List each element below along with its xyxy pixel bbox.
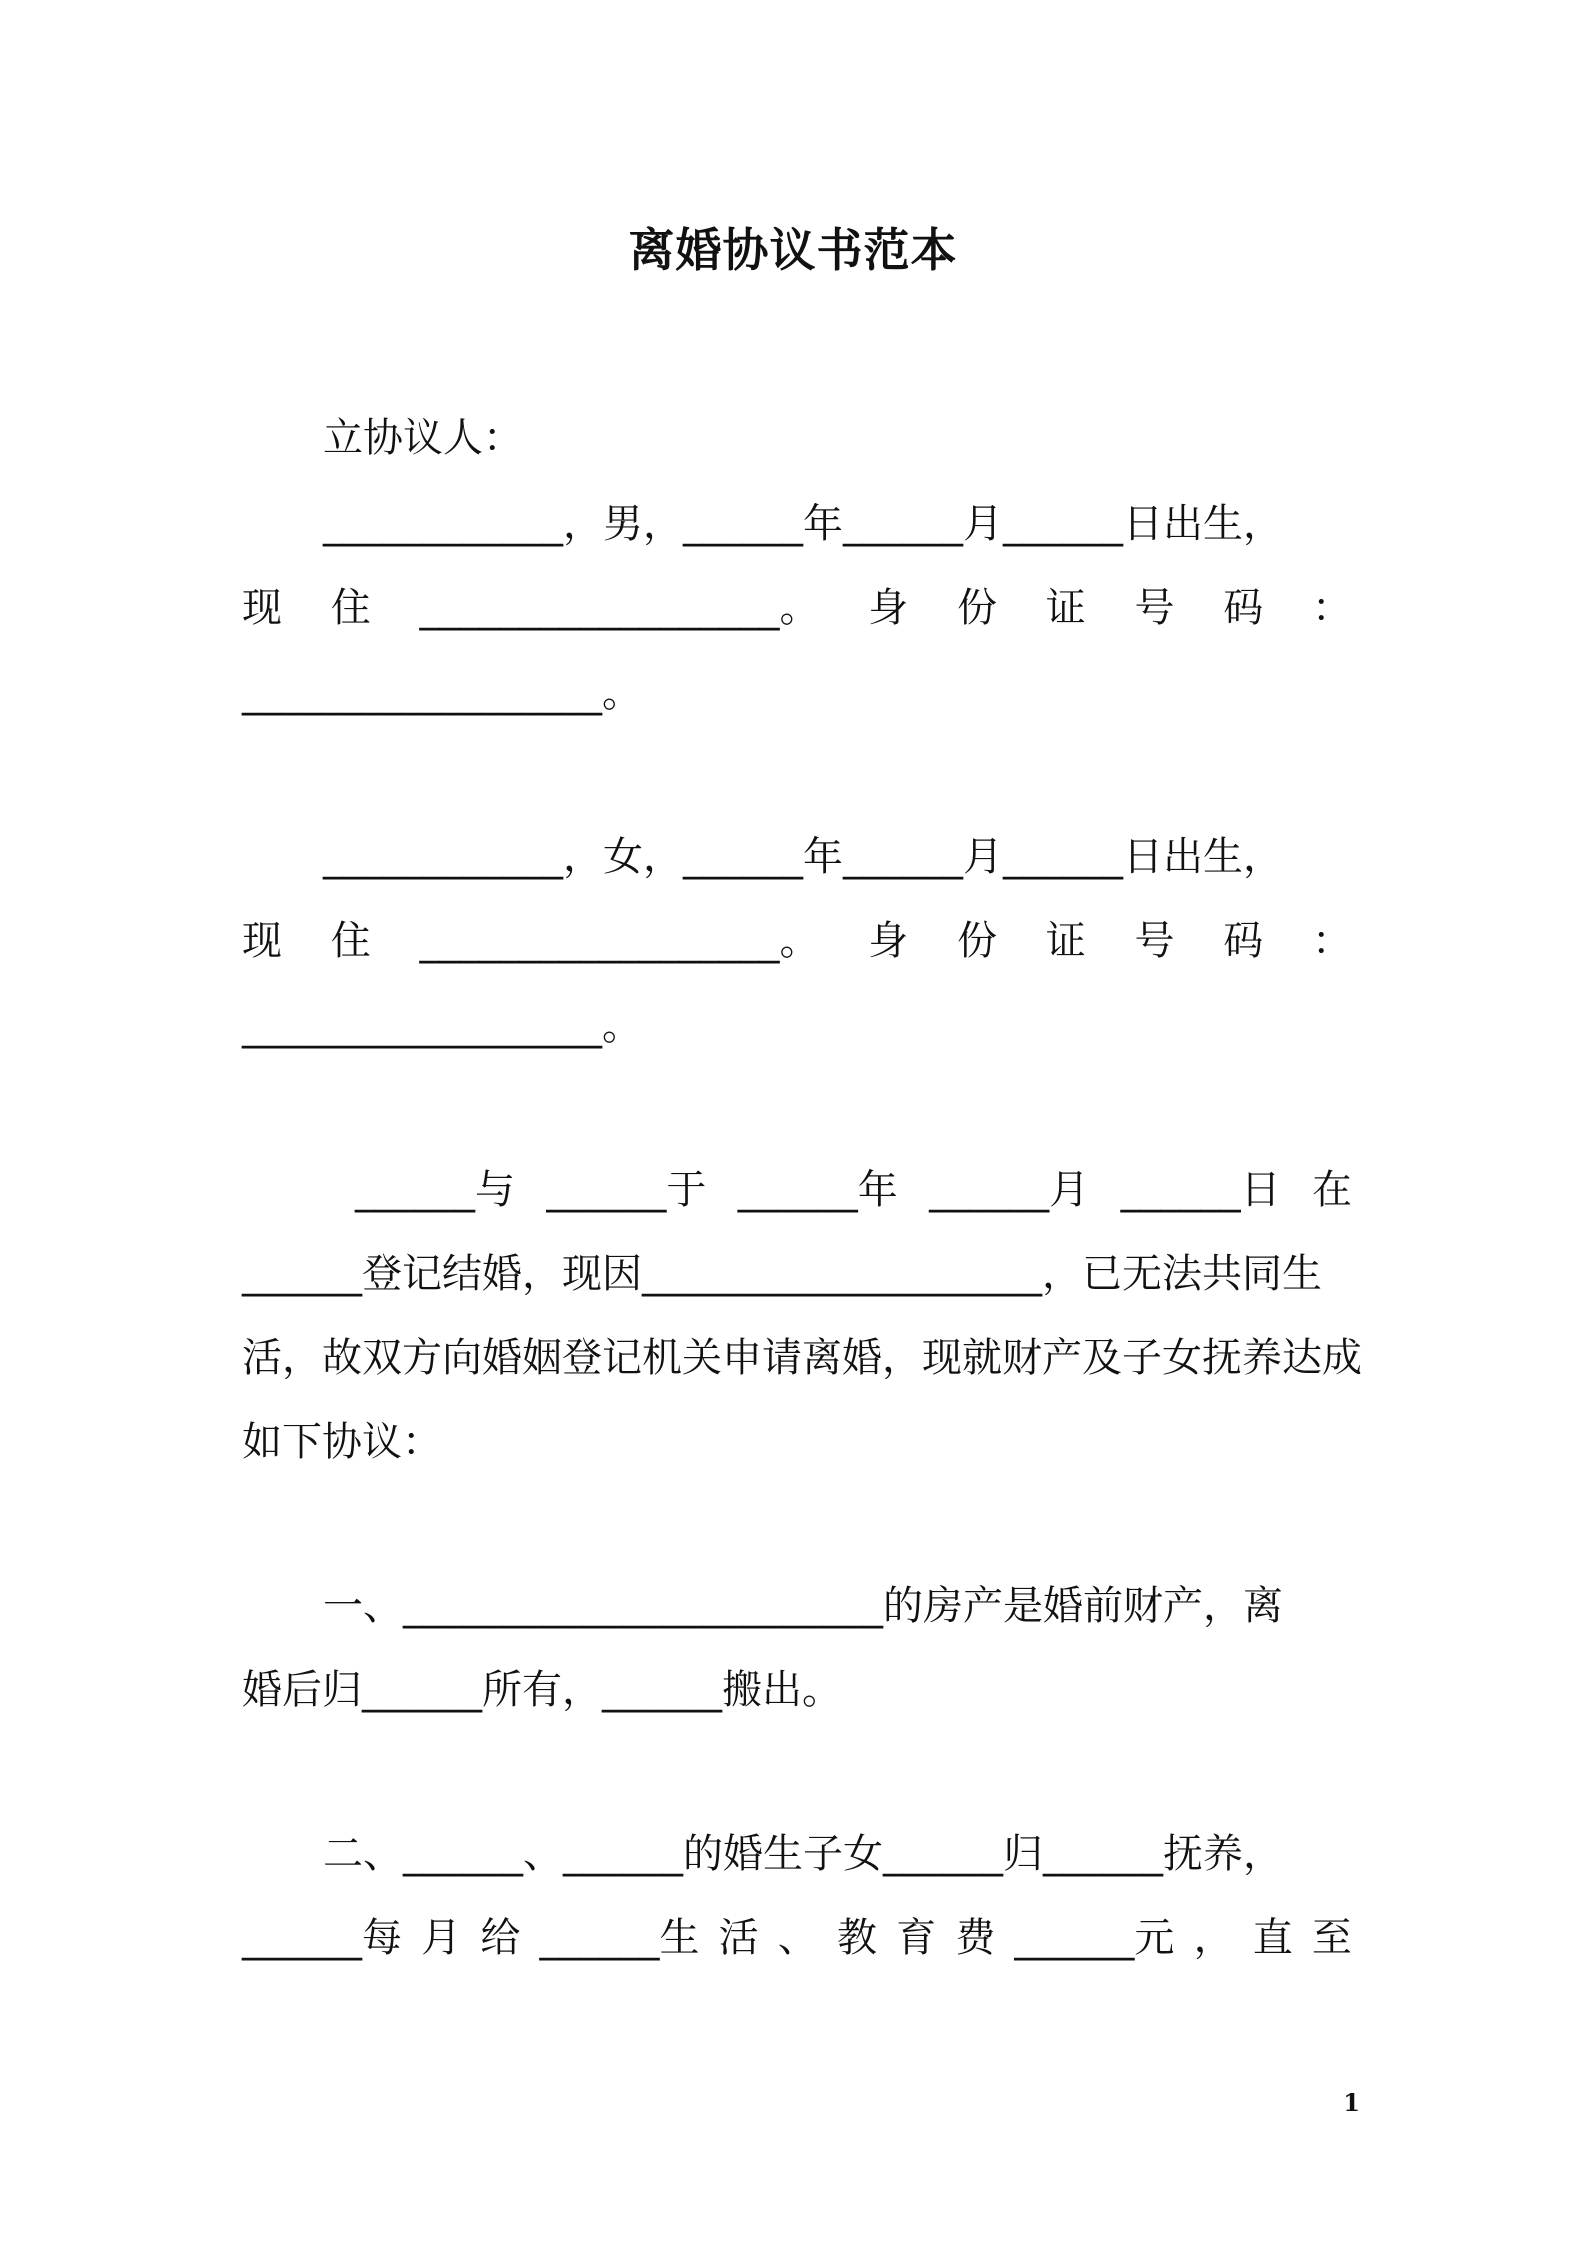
text-segment: 身 [868, 918, 909, 964]
male-party-line-1: ____________，男，______年______月______日出生， [323, 501, 1283, 547]
marriage-line-4: 如下协议： [242, 1419, 442, 1465]
text-segment: ， [1193, 1915, 1234, 1961]
marriage-line-1 [355, 1162, 1352, 1218]
parties-label: 立协议人： [323, 415, 523, 461]
female-party-line-2 [242, 913, 1352, 969]
text-segment: 号 [1134, 585, 1175, 631]
text-segment: 月 [421, 1915, 462, 1961]
text-segment: __________________。 [419, 585, 820, 631]
text-segment: __________________。 [419, 918, 820, 964]
text-segment: 份 [957, 585, 997, 631]
text-segment: 现 [242, 918, 282, 964]
text-segment: ______生 [539, 1915, 700, 1961]
text-segment: 给 [480, 1915, 521, 1961]
text-segment: 码 [1223, 918, 1264, 964]
page-number: 1 [1343, 2088, 1360, 2117]
text-segment: ： [1312, 918, 1352, 964]
text-segment: 身 [868, 585, 909, 631]
marriage-line-3: 活，故双方向婚姻登记机关申请离婚，现就财产及子女抚养达成 [242, 1335, 1362, 1381]
text-segment: ______月 [929, 1167, 1090, 1213]
document-title: 离婚协议书范本 [628, 223, 958, 277]
text-segment: 证 [1045, 585, 1086, 631]
marriage-line-2: ______登记结婚，现因____________________，已无法共同生 [242, 1251, 1322, 1297]
male-party-line-2 [242, 580, 1352, 636]
text-segment: ______年 [737, 1167, 898, 1213]
text-segment: 证 [1045, 918, 1086, 964]
text-segment: 份 [957, 918, 997, 964]
text-segment: 育 [896, 1915, 937, 1961]
text-segment: ______于 [546, 1167, 707, 1213]
text-segment: 在 [1311, 1167, 1352, 1213]
clause-1-line-1: 一、________________________的房产是婚前财产，离 [323, 1583, 1283, 1629]
text-segment: 住 [330, 585, 371, 631]
text-segment: 至 [1311, 1915, 1352, 1961]
female-party-line-3: __________________。 [242, 1003, 642, 1049]
text-segment: ______每 [242, 1915, 402, 1961]
text-segment: 、 [777, 1915, 818, 1961]
clause-2-line-1: 二、______、______的婚生子女______归______抚养， [323, 1831, 1283, 1877]
clause-2-line-2 [242, 1910, 1352, 1966]
text-segment: 住 [330, 918, 371, 964]
female-party-line-1: ____________，女，______年______月______日出生， [323, 834, 1283, 880]
text-segment: ： [1312, 585, 1352, 631]
text-segment: 现 [242, 585, 282, 631]
text-segment: 费 [955, 1915, 996, 1961]
text-segment: 教 [836, 1915, 877, 1961]
text-segment: ______元 [1014, 1915, 1175, 1961]
text-segment: ______日 [1120, 1167, 1281, 1213]
text-segment: 直 [1252, 1915, 1293, 1961]
text-segment: 活 [718, 1915, 759, 1961]
clause-1-line-2: 婚后归______所有，______搬出。 [242, 1667, 842, 1713]
text-segment: 号 [1134, 918, 1175, 964]
text-segment: ______与 [355, 1167, 515, 1213]
male-party-line-3: __________________。 [242, 670, 642, 716]
text-segment: 码 [1223, 585, 1264, 631]
